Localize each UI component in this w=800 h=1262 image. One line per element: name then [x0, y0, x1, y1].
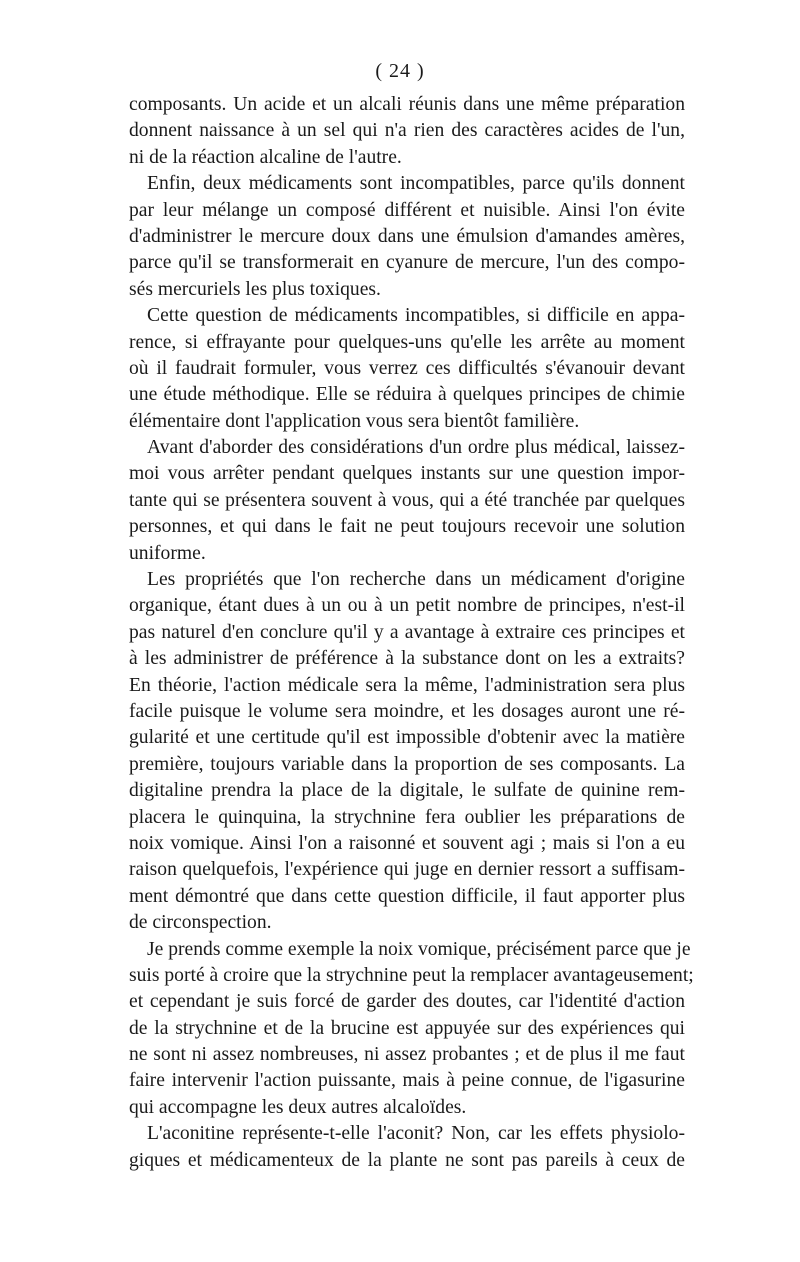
text-line: facile puisque le volume sera moindre, et les dosages auront une ré- [129, 700, 685, 722]
text-line: par leur mélange un composé différent et nuisible. Ainsi l'on évite [129, 199, 685, 221]
text-line: qui accompagne les deux autres alcaloïdes. [129, 1096, 467, 1118]
text-line: raison quelquefois, l'expérience qui juge en dernier ressort a suffisam- [129, 859, 685, 881]
text-line: Les propriétés que l'on recherche dans un médicament d'origine [147, 569, 685, 591]
text-line: uniforme. [129, 542, 206, 564]
text-line: ne sont ni assez nombreuses, ni assez probantes ; et de plus il me faut [129, 1044, 685, 1066]
text-line: de circonspection. [129, 912, 272, 934]
text-line: ni de la réaction alcaline de l'autre. [129, 146, 402, 168]
text-line: Cette question de médicaments incompatibles, si difficile en appa- [147, 305, 685, 327]
text-line: parce qu'il se transformerait en cyanure de mercure, l'un des compo- [129, 252, 685, 274]
body-text [129, 92, 694, 1174]
text-line: personnes, et qui dans le fait ne peut toujours recevoir une solution [129, 516, 685, 538]
text-line: placera le quinquina, la strychnine fera oublier les préparations de [129, 806, 685, 828]
text-line: première, toujours variable dans la proportion de ses composants. La [129, 753, 685, 775]
text-line: moi vous arrêter pendant quelques instants sur une question impor- [129, 463, 685, 485]
text-line: élémentaire dont l'application vous sera bientôt familière. [129, 410, 580, 432]
text-line: noix vomique. Ainsi l'on a raisonné et souvent agi ; mais si l'on a eu [129, 832, 685, 854]
text-line: gularité et une certitude qu'il est impossible d'obtenir avec la matière [129, 727, 685, 749]
text-line: composants. Un acide et un alcali réunis dans une même préparation [129, 94, 685, 115]
text-line: de la strychnine et de la brucine est appuyée sur des expériences qui [129, 1017, 685, 1039]
text-line: tante qui se présentera souvent à vous, qui a été tranchée par quelques [129, 489, 685, 511]
text-line: suis porté à croire que la strychnine peut la remplacer avantageusement; [129, 964, 694, 986]
text-line: L'aconitine représente-t-elle l'aconit? Non, car les effets physiolo- [147, 1123, 685, 1145]
text-line: rence, si effrayante pour quelques-uns qu'elle les arrête au moment [129, 331, 685, 353]
text-line: giques et médicamenteux de la plante ne sont pas pareils à ceux de [129, 1149, 685, 1171]
text-line: ment démontré que dans cette question difficile, il faut apporter plus [129, 885, 685, 907]
text-line: organique, étant dues à un ou à un petit nombre de principes, n'est-il [129, 595, 685, 617]
text-line: où il faudrait formuler, vous verrez ces difficultés s'évanouir devant [129, 357, 685, 379]
page-number: ( 24 ) [375, 60, 425, 82]
text-line: Enfin, deux médicaments sont incompatibles, parce qu'ils donnent [147, 173, 685, 195]
text-line: faire intervenir l'action puissante, mais à peine connue, de l'igasurine [129, 1070, 685, 1092]
text-line: et cependant je suis forcé de garder des doutes, car l'identité d'action [129, 991, 685, 1013]
text-line: Avant d'aborder des considérations d'un ordre plus médical, laissez- [147, 437, 685, 459]
text-line: sés mercuriels les plus toxiques. [129, 278, 381, 300]
text-line: Je prends comme exemple la noix vomique, précisément parce que je [147, 938, 691, 960]
text-line: à les administrer de préférence à la substance dont on les a extraits? [129, 648, 685, 670]
text-line: En théorie, l'action médicale sera la même, l'administration sera plus [129, 674, 685, 696]
text-line: une étude méthodique. Elle se réduira à quelques principes de chimie [129, 384, 685, 406]
text-line: d'administrer le mercure doux dans une émulsion d'amandes amères, [129, 225, 685, 247]
text-line: pas naturel d'en conclure qu'il y a avantage à extraire ces principes et [129, 621, 685, 643]
text-line: digitaline prendra la place de la digitale, le sulfate de quinine rem- [129, 780, 685, 802]
text-line: donnent naissance à un sel qui n'a rien des caractères acides de l'un, [129, 120, 685, 142]
